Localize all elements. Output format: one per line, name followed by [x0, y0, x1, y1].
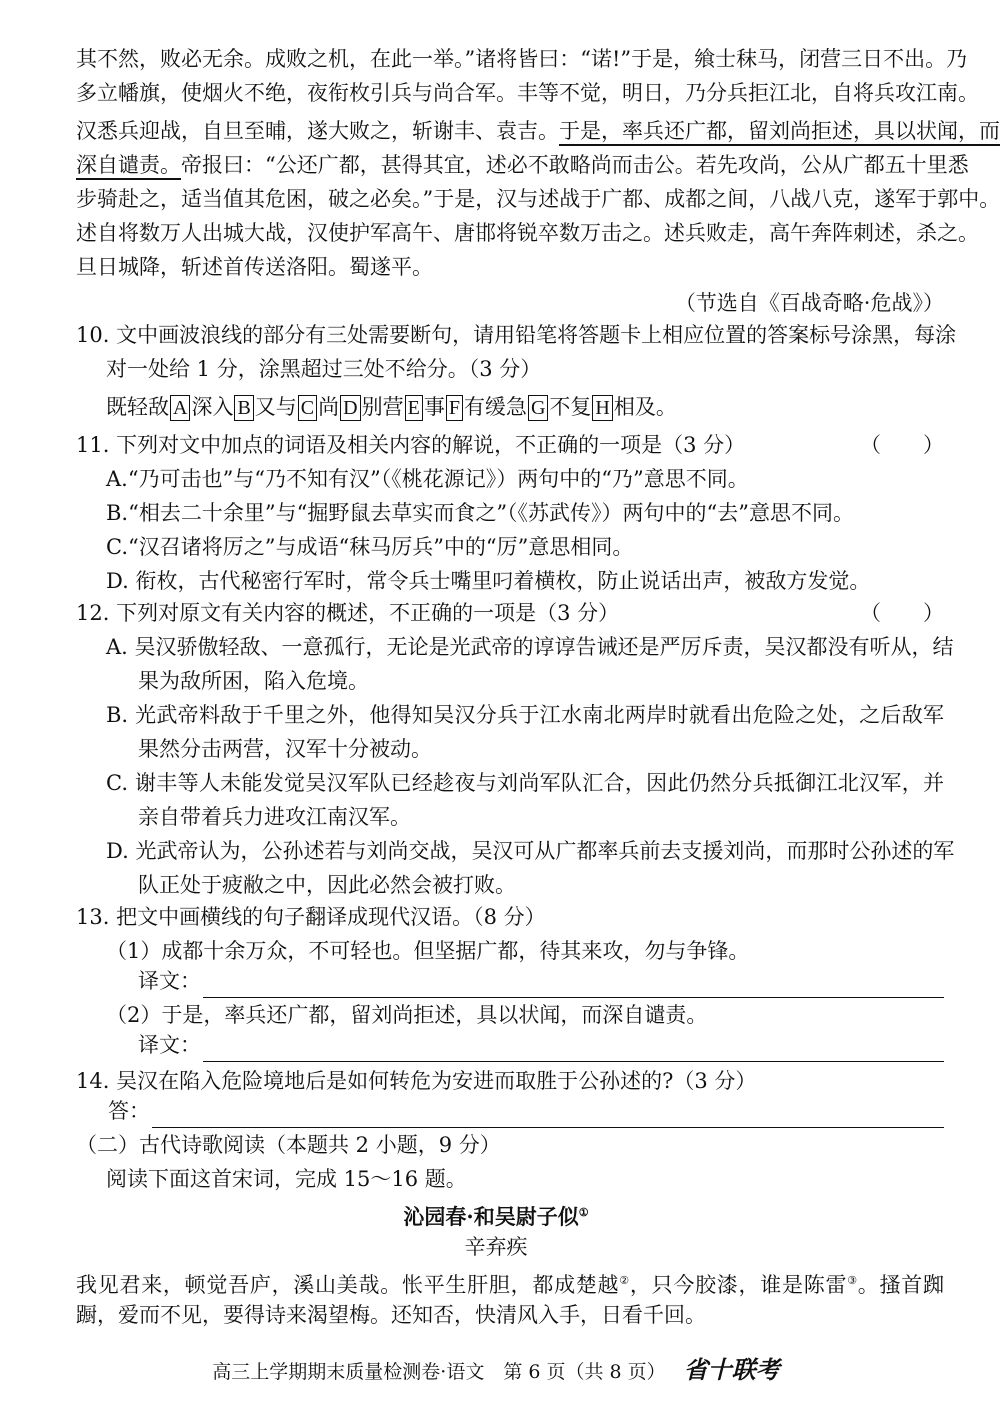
poem-line-1a: 我见君来，顿觉吾庐，溪山美哉。怅平生肝胆，都成楚越 [76, 1273, 620, 1297]
q10-seg: 深入 [191, 395, 234, 419]
q12-option-b-2: 果然分击两营，汉军十分被动。 [138, 737, 432, 761]
passage-source: （节选自《百战奇略·危战》） [674, 291, 944, 315]
q13-answer-2-label: 译文： [138, 1033, 201, 1057]
q10-mark-h[interactable]: H [592, 395, 612, 421]
q12-option-c-1: C. 谢丰等人未能发觉吴汉军队已经趁夜与刘尚军队汇合，因此仍然分兵抵御江北汉军，并 [106, 771, 944, 795]
q10-seg: 有缓急 [463, 395, 527, 419]
q13-sentence-1: （1）成都十余万众，不可轻也。但坚据广都，待其来攻，勿与争锋。 [106, 939, 750, 963]
q13-answer-1-row [138, 964, 944, 998]
q14-answer-row [108, 1094, 944, 1128]
passage-line-3a: 汉悉兵迎战，自旦至晡，遂大败之，斩谢丰、袁吉。 [76, 119, 559, 143]
underlined-sentence-2-part1: 于是，率兵还广都，留刘尚拒述，具以状闻，而 [559, 119, 1000, 146]
q11-option-a: A.“乃可击也”与“乃不知有汉”（《桃花源记》）两句中的“乃”意思不同。 [106, 467, 749, 491]
q14-stem: 14. 吴汉在陷入危险境地后是如何转危为安进而取胜于公孙述的?（3 分） [76, 1069, 757, 1093]
q13-sentence-2: （2）于是，率兵还广都，留刘尚拒述，具以状闻，而深自谴责。 [106, 1003, 708, 1027]
q10-stem-line-2: 对一处给 1 分，涂黑超过三处不给分。（3 分） [106, 357, 542, 381]
poem-line-1b: ，只今胶漆，谁是陈雷 [629, 1273, 848, 1297]
poem-title [0, 1196, 992, 1234]
footnote-mark-1: ① [578, 1206, 589, 1219]
section2-intro: 阅读下面这首宋词，完成 15～16 题。 [106, 1167, 467, 1191]
q10-options [106, 390, 944, 424]
passage-line-2-text: 多立幡旗，使烟火不绝，夜衔枚引兵与尚合军。丰等不觉，明日，乃分兵拒江北，自将兵攻江南。 [76, 81, 979, 105]
passage-line-5: 步骑赴之，适当值其危困，破之必矣。”于是，汉与述战于广都、成都之间，八战八克，遂军于郭中。 [76, 187, 1000, 211]
q13-answer-1-label: 译文： [138, 969, 201, 993]
poem-line-1 [76, 1264, 944, 1302]
q11-option-c: C.“汉召诸将厉之”与成语“秣马厉兵”中的“厉”意思相同。 [106, 535, 634, 559]
q10-seg: 既轻敌 [106, 395, 169, 419]
q10-mark-c[interactable]: C [298, 395, 317, 421]
q11-stem [76, 428, 944, 462]
underlined-sentence-2-part2: 深自谴责。 [76, 153, 181, 180]
q11-option-d: D. 衔枚，古代秘密行军时，常令兵士嘴里叼着横枚，防止说话出声，被敌方发觉。 [106, 569, 871, 593]
passage-line-6: 述自将数万人出城大战，汉使护军高午、唐邯将锐卒数万击之。述兵败走，高午奔阵刺述，杀之。 [76, 221, 979, 245]
passage-line-2 [76, 76, 979, 110]
passage-line-1: 其不然，败必无余。成败之机，在此一举。”诸将皆曰：“诺!”于是，飨士秣马，闭营三日不出。乃 [76, 47, 968, 71]
q11-stem-text: 11. 下列对文中加点的词语及相关内容的解说，不正确的一项是（3 分） [76, 433, 746, 457]
q13-answer-2-field[interactable] [203, 1037, 944, 1062]
q10-mark-b[interactable]: B [234, 395, 253, 421]
page-footer [0, 1350, 992, 1385]
q10-mark-d[interactable]: D [340, 395, 360, 421]
q14-answer-field[interactable] [152, 1103, 944, 1128]
q10-seg: 不复 [549, 395, 592, 419]
q10-seg: 尚 [318, 395, 340, 419]
q10-seg: 别营 [361, 395, 404, 419]
footnote-mark-3: ③ [847, 1274, 858, 1287]
q12-option-d-1: D. 光武帝认为，公孙述若与刘尚交战，吴汉可从广都率兵前去支援刘尚，而那时公孙述的军 [106, 839, 955, 863]
section2-heading: （二）古代诗歌阅读（本题共 2 小题，9 分） [76, 1133, 501, 1157]
q10-seg: 事 [423, 395, 445, 419]
q13-answer-2-row [138, 1028, 944, 1062]
q11-answer-paren[interactable]: （ ） [860, 433, 944, 457]
passage-line-7: 旦日城降，斩述首传送洛阳。蜀遂平。 [76, 255, 433, 279]
passage-line-3 [76, 114, 1000, 148]
q13-answer-1-field[interactable] [203, 973, 944, 998]
exam-brand-logo: 省十联考 [683, 1355, 780, 1384]
poem-title-text: 沁园春·和吴尉子似 [403, 1204, 579, 1229]
q12-option-c-2: 亲自带着兵力进攻江南汉军。 [138, 805, 411, 829]
poem-author: 辛弃疾 [464, 1235, 528, 1259]
footer-text: 高三上学期期末质量检测卷·语文 第 6 页（共 8 页） [212, 1361, 666, 1383]
q13-stem: 13. 把文中画横线的句子翻译成现代汉语。（8 分） [76, 905, 546, 929]
q12-option-a-2: 果为敌所困，陷入危境。 [138, 669, 369, 693]
q10-seg: 又与 [254, 395, 297, 419]
q10-mark-f[interactable]: F [446, 395, 463, 421]
q12-answer-paren[interactable]: （ ） [860, 601, 944, 625]
q10-stem-line-1: 10. 文中画波浪线的部分有三处需要断句，请用铅笔将答题卡上相应位置的答案标号涂黑，每涂 [76, 323, 957, 347]
poem-line-1c: 。搔首踟 [857, 1273, 944, 1297]
poem-line-2: 蹰，爱而不见，要得诗来渴望梅。还知否，快清风入手，日看千回。 [76, 1303, 706, 1327]
q14-answer-label: 答： [108, 1099, 150, 1123]
q11-option-b: B.“相去二十余里”与“掘野鼠去草实而食之”（《苏武传》）两句中的“去”意思不同。 [106, 501, 855, 525]
q10-mark-g[interactable]: G [528, 395, 548, 421]
q10-mark-a[interactable]: A [170, 395, 190, 421]
q10-mark-e[interactable]: E [405, 395, 423, 421]
q12-option-b-1: B. 光武帝料敌于千里之外，他得知吴汉分兵于江水南北两岸时就看出危险之处，之后敌军 [106, 703, 944, 727]
q12-option-d-2: 队正处于疲敝之中，因此必然会被打败。 [138, 873, 516, 897]
q12-stem: 12. 下列对原文有关内容的概述，不正确的一项是（3 分） [76, 601, 620, 625]
footnote-mark-2: ② [619, 1274, 630, 1287]
q10-seg: 相及。 [613, 395, 677, 419]
passage-line-4 [76, 148, 969, 182]
q12-option-a-1: A. 吴汉骄傲轻敌、一意孤行，无论是光武帝的谆谆告诫还是严厉斥责，吴汉都没有听从，结 [106, 635, 954, 659]
passage-line-4b: 帝报曰：“公还广都，甚得其宜，述必不敢略尚而击公。若先攻尚，公从广都五十里悉 [181, 153, 969, 177]
